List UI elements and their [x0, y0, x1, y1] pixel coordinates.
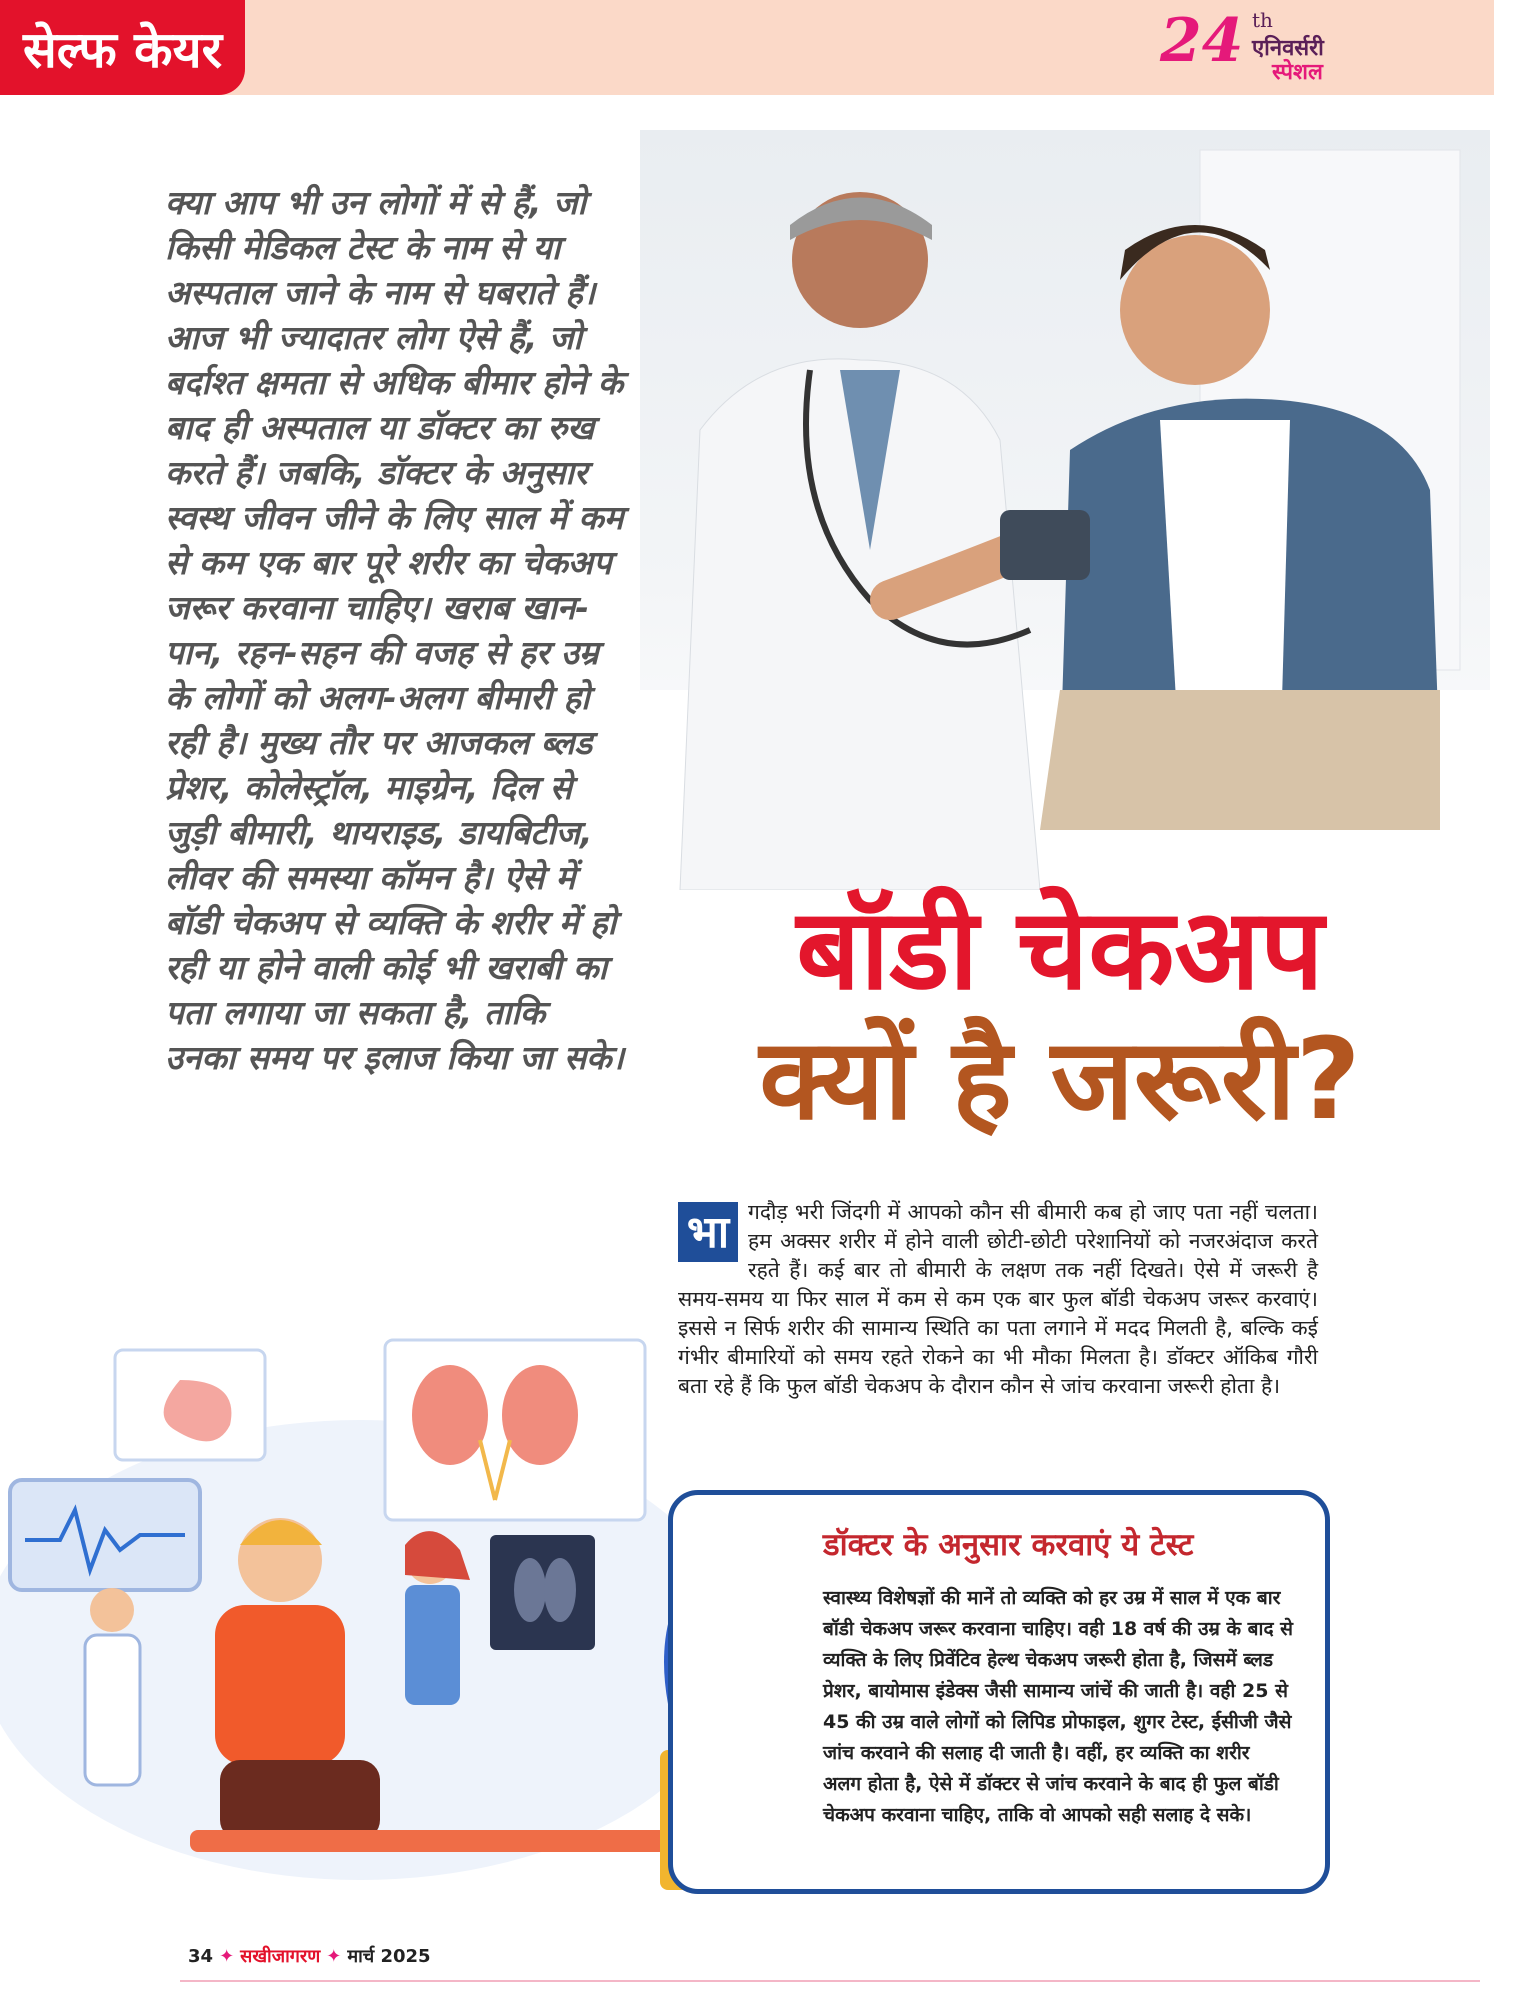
box-title: डॉक्टर के अनुसार करवाएं ये टेस्ट: [823, 1527, 1194, 1563]
doctor-patient-photo: [640, 130, 1490, 890]
box-text: स्वास्थ्य विशेषज्ञों की मानें तो व्यक्ति को हर उम्र में साल में एक बार बॉडी चेकअप जरूर करवाना चाहिए। वही 18 वर्ष की उम्र के बाद से व्यक्ति के लिए प्रिवेंटिव हेल्थ चेकअप जरूरी होता है, जिसमें ब्लड प्रेशर, बायोमास इंडेक्स जैसी सामान्य जांचें की जाती है। वही 25 से 45 की उम्र वाले लोगों को लिपिड प्रोफाइल, शुगर टेस्ट, ईसीजी जैसे जांच करवाने की सलाह दी जाती है। वहीं, हर व्यक्ति का शरीर अलग होता है, ऐसे में डॉक्टर से जांच करवाने के बाद ही फुल बॉडी चेकअप करवाना चाहिए, ताकि वो आपको सही सलाह दे सके।: [823, 1587, 1293, 1826]
dropcap: भा: [678, 1202, 738, 1262]
headline-line1: बॉडी चेकअप: [796, 885, 1324, 1015]
star-icon: ✦: [326, 1945, 342, 1967]
intro-paragraph: क्या आप भी उन लोगों में से हैं, जो किसी मेडिकल टेस्ट के नाम से या अस्पताल जाने के नाम से घबराते हैं। आज भी ज्यादातर लोग ऐसे हैं, जो बर्दाश्त क्षमता से अधिक बीमार होने के बाद ही अस्पताल या डॉक्टर का रुख करते हैं। जबकि, डॉक्टर के अनुसार स्वस्थ जीवन जीने के लिए साल में कम से कम एक बार पूरे शरीर का चेकअप जरूर करवाना चाहिए। खराब खान-पान, रहन-सहन की वजह से हर उम्र के लोगों को अलग-अलग बीमारी हो रही है। मुख्य तौर पर आजकल ब्लड प्रेशर, कोलेस्ट्रॉल, माइग्रेन, दिल से जुड़ी बीमारी, थायराइड, डायबिटीज, लीवर की समस्या कॉमन है। ऐसे में बॉडी चेकअप से व्यक्ति के शरीर में हो रही या होने वाली कोई भी खराबी का पता लगाया जा सकता है, ताकि उनका समय पर इलाज किया जा सके।: [165, 183, 625, 1077]
anniversary-suffix: th: [1252, 8, 1273, 32]
issue-date: मार्च 2025: [347, 1946, 431, 1967]
anniversary-line2: स्पेशल: [1272, 60, 1323, 85]
footer-divider: [180, 1980, 1480, 1982]
section-tag: सेल्फ केयर: [0, 0, 245, 95]
headline: [660, 885, 1460, 1145]
page-number: 34: [188, 1945, 214, 1967]
anniversary-line1: एनिवर्सरी: [1252, 36, 1324, 61]
star-icon: ✦: [219, 1945, 235, 1967]
doctor-tests-box: [668, 1490, 1330, 1894]
anniversary-number: 24: [1160, 6, 1244, 76]
headline-line2: क्यों है जरूरी?: [759, 1015, 1361, 1145]
page-footer: [188, 1944, 431, 1968]
anniversary-badge: [1160, 6, 1380, 86]
magazine-name: सखीजागरण: [240, 1946, 321, 1967]
body-text: गदौड़ भरी जिंदगी में आपको कौन सी बीमारी कब हो जाए पता नहीं चलता। हम अक्सर शरीर में होने वाली छोटी-छोटी परेशानियों को नजरअंदाज करते रहते हैं। कई बार तो बीमारी के लक्षण तक नहीं दिखते। ऐसे में जरूरी है समय-समय या फिर साल में कम से कम एक बार फुल बॉडी चेकअप जरूर करवाएं। इससे न सिर्फ शरीर की सामान्य स्थिति का पता लगाने में मदद मिलती है, बल्कि कई गंभीर बीमारियों को समय रहते रोकने का भी मौका मिलता है। डॉक्टर ऑकिब गौरी बता रहे हैं कि फुल बॉडी चेकअप के दौरान कौन से जांच करवाना जरूरी होता है।: [678, 1200, 1318, 1398]
